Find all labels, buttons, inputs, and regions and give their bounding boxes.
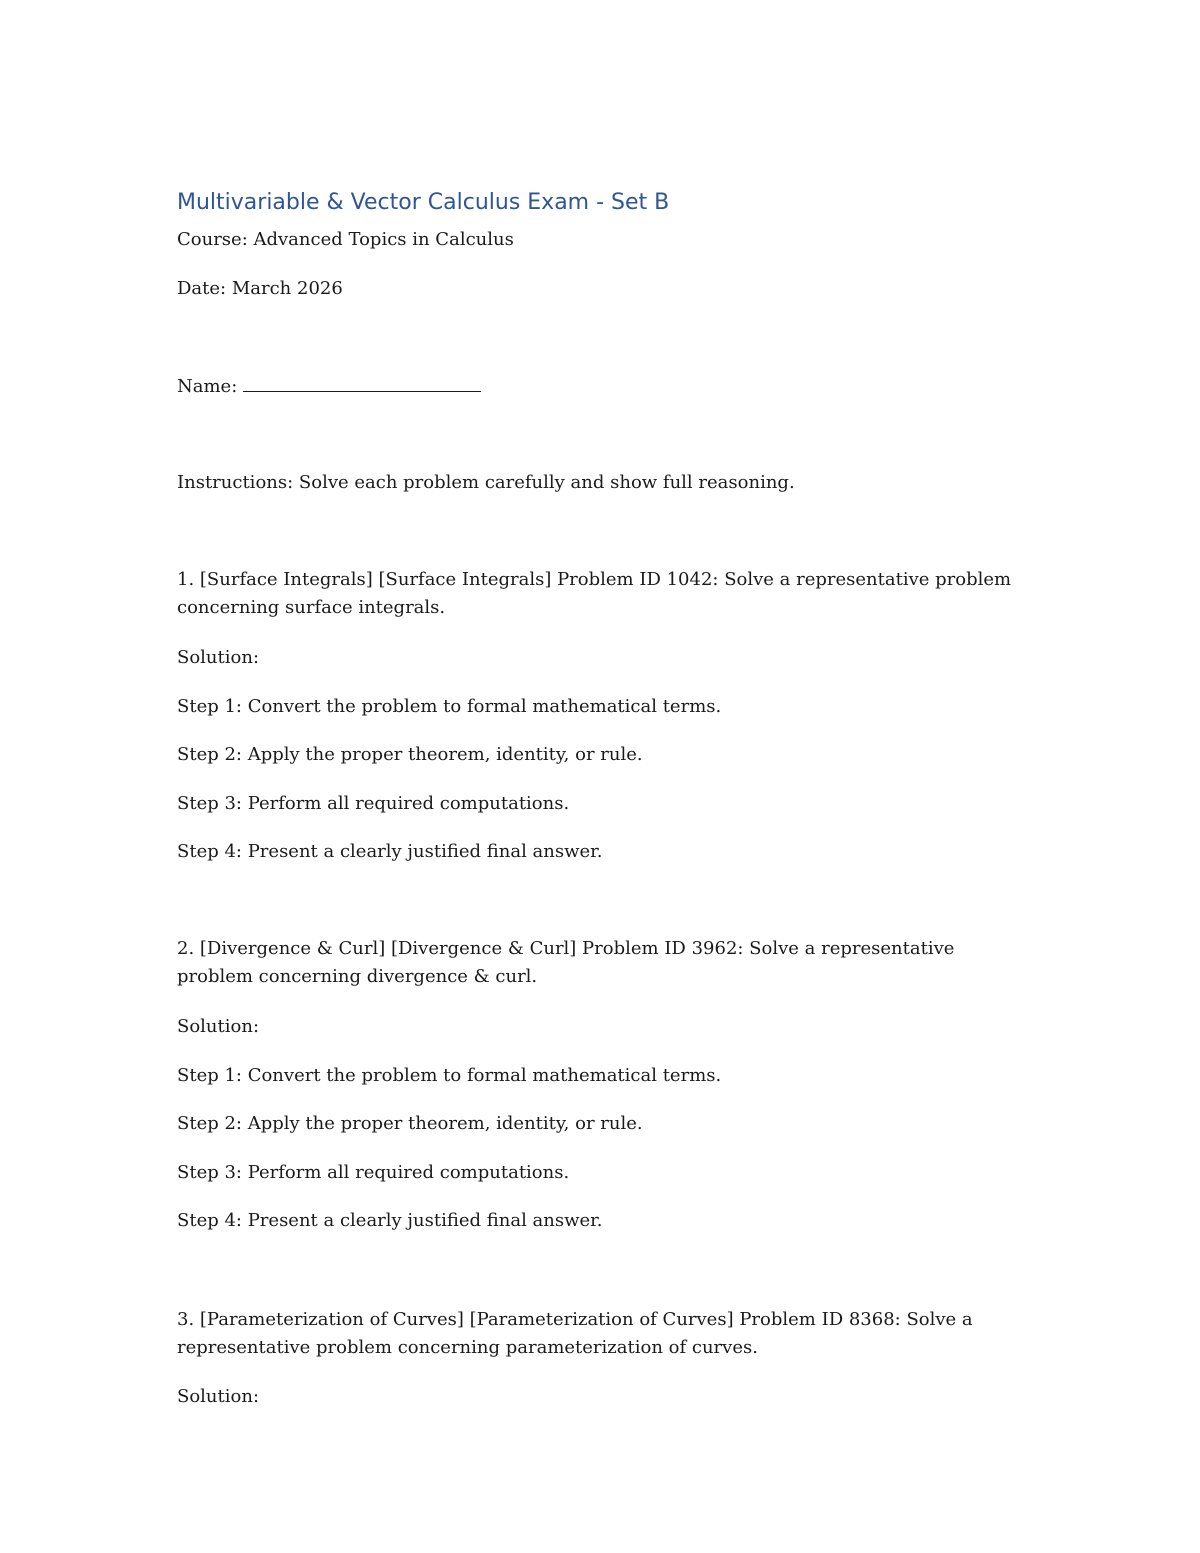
problem-2-step-2: Step 2: Apply the proper theorem, identity, or rule.: [177, 1113, 643, 1134]
problem-1-step-1: Step 1: Convert the problem to formal mathematical terms.: [177, 696, 722, 717]
problem-2-step-1: Step 1: Convert the problem to formal mathematical terms.: [177, 1065, 722, 1086]
problem-2-prompt: 2. [Divergence & Curl] [Divergence & Curl] Problem ID 3962: Solve a representative problem concerning divergence & curl.: [177, 938, 955, 987]
name-blank-line[interactable]: [243, 371, 481, 392]
problem-2-step-4: Step 4: Present a clearly justified final answer.: [177, 1210, 603, 1231]
instructions-line: Instructions: Solve each problem carefully and show full reasoning.: [177, 472, 795, 493]
problem-1-prompt: 1. [Surface Integrals] [Surface Integrals] Problem ID 1042: Solve a representative problem concerning surface integrals.: [177, 569, 1012, 618]
problem-1-solution-label: Solution:: [177, 647, 260, 668]
problem-1-step-4: Step 4: Present a clearly justified final answer.: [177, 841, 603, 862]
problem-1-step-2: Step 2: Apply the proper theorem, identity, or rule.: [177, 744, 643, 765]
problem-2-step-3: Step 3: Perform all required computations.: [177, 1162, 570, 1183]
course-line: Course: Advanced Topics in Calculus: [177, 229, 514, 250]
name-field-row: [177, 371, 481, 401]
problem-3-solution-label: Solution:: [177, 1386, 260, 1407]
name-label: Name:: [177, 376, 238, 397]
exam-title: Multivariable & Vector Calculus Exam - Set B: [177, 190, 670, 215]
date-line: Date: March 2026: [177, 278, 343, 299]
problem-1-step-3: Step 3: Perform all required computations.: [177, 793, 570, 814]
problem-2-solution-label: Solution:: [177, 1016, 260, 1037]
problem-3-prompt: 3. [Parameterization of Curves] [Parameterization of Curves] Problem ID 8368: Solve a representative problem concerning parameterization of curves.: [177, 1309, 973, 1358]
